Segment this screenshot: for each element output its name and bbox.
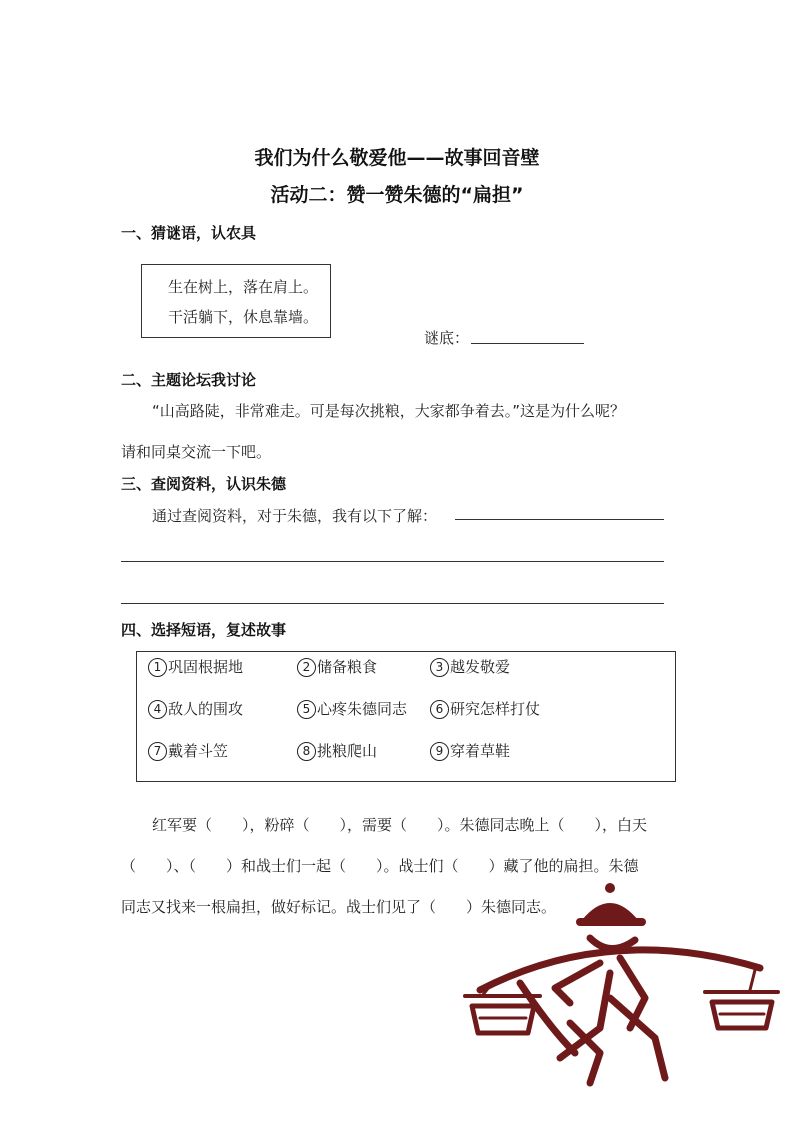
- phrase-option: 5 心疼朱德同志: [297, 698, 407, 719]
- page-title: 我们为什么敬爱他——故事回音壁: [254, 147, 540, 169]
- answer-label: 谜底：: [424, 329, 470, 347]
- fill-in-line-1: 红军要（ ），粉碎（ ），需要（ ）。朱德同志晚上（ ），白天: [152, 816, 648, 834]
- phrase-option: 1 巩固根据地: [148, 656, 243, 677]
- notes-blank-2[interactable]: [121, 561, 664, 562]
- riddle-line-2: 干活躺下，休息靠墙。: [168, 308, 319, 326]
- section4-heading: 四、选择短语，复述故事: [121, 621, 287, 639]
- phrase-option: 2 储备粮食: [297, 656, 377, 677]
- section3-prompt: 通过查阅资料，对于朱德，我有以下了解：: [152, 507, 438, 525]
- section1-heading: 一、猜谜语，认农具: [121, 224, 257, 242]
- notes-blank-1[interactable]: [455, 519, 664, 520]
- phrase-option: 7 戴着斗笠: [148, 740, 228, 761]
- phrase-options-box: [136, 651, 676, 782]
- phrase-option: 3 越发敬爱: [430, 656, 510, 677]
- riddle-box: [141, 264, 331, 338]
- answer-blank[interactable]: [471, 343, 584, 344]
- phrase-option: 9 穿着草鞋: [430, 740, 510, 761]
- phrase-option: 8 挑粮爬山: [297, 740, 377, 761]
- page-subtitle: 活动二：赞一赞朱德的“扁担”: [270, 184, 524, 206]
- phrase-option: 6 研究怎样打仗: [430, 698, 540, 719]
- section2-paragraph-line-2: 请和同桌交流一下吧。: [121, 443, 272, 461]
- fill-in-line-3: 同志又找来一根扁担，做好标记。战士们见了（ ）朱德同志。: [121, 898, 557, 916]
- notes-blank-3[interactable]: [121, 603, 664, 604]
- riddle-line-1: 生在树上，落在肩上。: [168, 278, 319, 296]
- section2-paragraph-line-1: “山高路陡，非常难走。可是每次挑粮，大家都争着去。”这是为什么呢？: [152, 402, 626, 420]
- phrase-option: 4 敌人的围攻: [148, 698, 243, 719]
- carrying-pole-illustration: [460, 878, 780, 1093]
- section3-heading: 三、查阅资料，认识朱德: [121, 475, 287, 493]
- fill-in-line-2: （ ）、（ ）和战士们一起（ ）。战士们（ ）藏了他的扁担。朱德: [121, 857, 639, 875]
- section2-heading: 二、主题论坛我讨论: [121, 371, 257, 389]
